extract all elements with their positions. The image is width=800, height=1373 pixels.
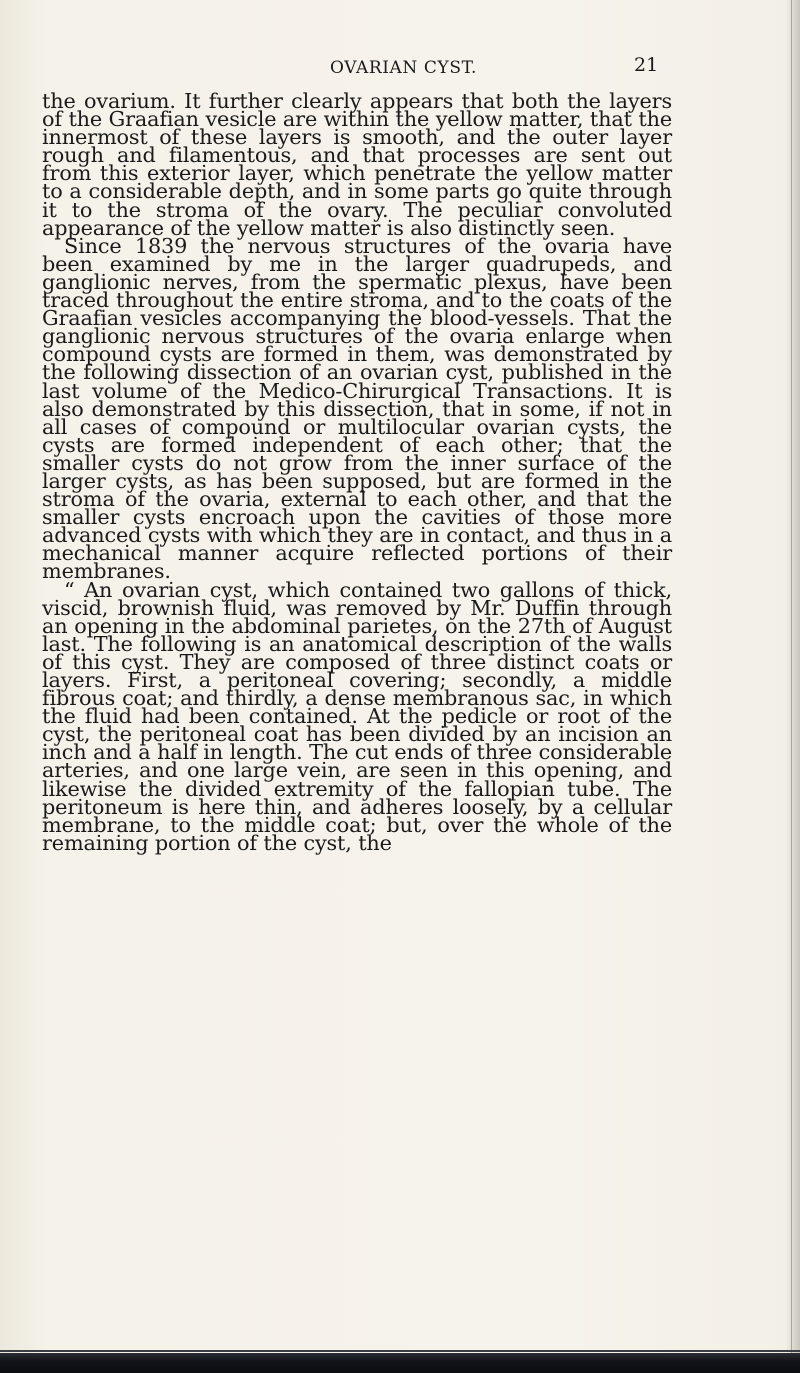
page-number: 21 (634, 54, 659, 76)
running-head: OVARIAN CYST. (330, 58, 478, 78)
paragraph-nervous-structures: Since 1839 the nervous structures of the ovaria have been examined by me in the larger quadrupeds, and ganglionic nerves, from the spermatic plexus, have been traced throughout the entire stroma, and to the coats of the Graafian vesicles accompanying the blood-vessels. That the ganglionic nervous structures of the ovaria enlarge when compound cysts are formed in them, was demonstrated by the following dissection of an ovarian cyst, published in the last volume of the Medico-Chirurgical Transactions. It is also demonstrated by this dissection, that in some, if not in all cases of compound or multilocular ovarian cysts, the cysts are formed independent of each other; that the smaller cysts do not grow from the inner surface of the larger cysts, as has been supposed, but are formed in the stroma of the ovaria, external to each other, and that the smaller cysts encroach upon the cavities of those more advanced cysts with which they are in contact, and thus in a mechanical manner acquire reflected portions of their membranes. (42, 233, 672, 584)
page-edge-line (791, 0, 792, 1373)
paragraph-ovarian-cyst-quote: “ An ovarian cyst, which contained two gallons of thick, viscid, brownish fluid, was removed by Mr. Duffin through an opening in the abdominal parietes, on the 27th of August last. The following is an anatomical description of the walls of this cyst. They are composed of three distinct coats or layers. First, a peritoneal covering; secondly, a middle fibrous coat; and thirdly, a dense membranous sac, in which the fluid had been contained. At the pedicle or root of the cyst, the peritoneal coat has been divided by an incision an inch and a half in length. The cut ends of three considerable arteries, and one large vein, are seen in this opening, and likewise the divided extremity of the fallopian tube. The peritoneum is here thin, and adheres loosely, by a cellular membrane, to the middle coat; but, over the whole of the remaining portion of the cyst, the (42, 577, 672, 855)
paragraph-ovarium: the ovarium. It further clearly appears that both the layers of the Graafian vesicle are within the yellow matter, that the innermost of these layers is smooth, and the outer layer rough and filamentous, and that processes are sent out from this exterior layer, which penetrate the yellow matter to a considerable depth, and in some parts go quite through it to the stroma of the ovary. The peculiar convoluted appearance of the yellow matter is also distinctly seen. (42, 89, 672, 240)
body-text (42, 89, 672, 855)
page-edge-shadow (786, 0, 800, 1373)
page-header (0, 54, 800, 84)
scan-bottom-band (0, 1353, 800, 1373)
scan-bottom-line (0, 1350, 800, 1352)
